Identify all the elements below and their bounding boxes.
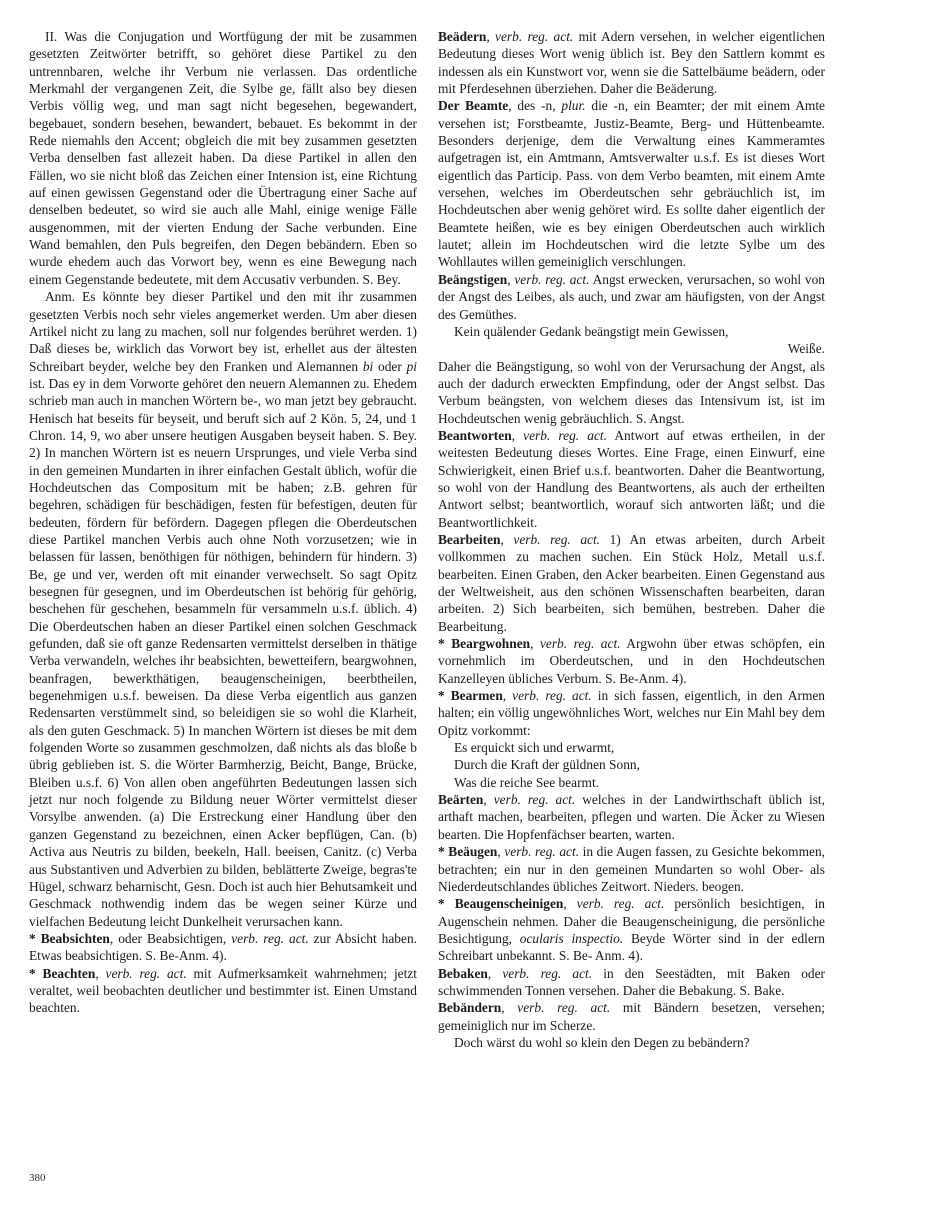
paragraph-annotation: Anm. Es könnte bey dieser Partikel und den mit ihr zusammen gesetzten Verbis noch sehr vieles angemerket werden. Um aber diesen Artikel nicht zu lang zu machen, soll nur folgendes berühret werden. 1) Daß dieses be, wirklich das Vorwort bey ist, erhellet aus der ältesten Schreibart beyder, welche bey den Franken und Alemannen bi oder pi ist. Das ey in dem Vorworte gehöret den neuern Alemannen zu. Ehedem schrieb man auch in manchen Wörtern be-, wo man jetzt bey gebraucht. Henisch hat beseits für beyseit, und beruft sich auf 2 Kön. 5, 24, und 1 Chron. 14, 9, wo aber unsere heutigen Ausgaben beyseit haben. S. Bey. 2) In manchen Wörtern ist es neuern Ursprunges, und viele Verba sind in den gemeinen Mundarten in ihrer einfachen Gestalt üblich, wofür die Hochdeutschen das Compositum mit be haben; z.B. gehren für begehren, schädigen für beschädigen, festen für befestigen, deuten für bedeuten, fördern für befördern. Dagegen pflegen die Oberdeutschen diese Partikel manchen Verbis auch ohne Noth vorzusetzen; wie in belassen für lassen, benöthigen für nöthigen, behindern für hindern. 3) Be, ge und ver, werden oft mit einander verwechselt. So sagt Opitz besegnen für gesegnen, und im Oberdeutschen ist behörig für gehörig, beschehen für geschehen, besammeln für versammeln u.s.f. üblich. 4) Die Oberdeutschen haben an dieser Partikel einen solchen Geschmack gefunden, daß sie oft ganze Redensarten vermittelst derselben in thätige Verba verwandeln, welches ihr beabsichten, bewetteifern, beargwohnen, beanfragen, bewerkthätigen, beaugenscheinigen, beerbtheilen, begenehmigen u.s.f. beweisen. Da diese Verba eigentlich aus ganzen Redensarten verstümmelt sind, so beleidigen sie so wohl die Klarheit, als den guten Geschmack. 5) In manchen Wörtern ist dieses be mit dem folgenden Worte so zusammen geschmolzen, daß nichts als das bloße b übrig geblieben ist. S. die Wörter Barmherzig, Beicht, Bange, Brücke, Bleiben u.s.f. 6) Von allen oben angeführten Bedeutungen lassen sich jetzt nur noch folgende zu Bildung neuer Wörter vermittelst dieser Vorsylbe anwenden. (a) Die Erstreckung einer Handlung über den ganzen Gegenstand zu bezeichnen, einen Acker bepflügen, Can. (b) Activa aus Neutris zu bilden, beekeln, Hall. beeisen, Canitz. (c) Verba aus Substantiven und Adverbien zu bilden, beblätterte Zweige, begras'te Hügel, schwarz beharnischt, Gesn. Doch ist auch hier Behutsamkeit und Geschmack nothwendig indem das be wegen seiner Kürze und vielfachen Bedeutung leicht Dunkelheit verursachen kann. <box>29 289 417 929</box>
entry-beabsichten: * Beabsichten, oder Beabsichtigen, verb. reg. act. zur Absicht haben. Etwas beabsichtigen. S. Be-Anm. 4). <box>29 930 417 964</box>
lemma: Beädern <box>438 29 487 44</box>
lemma: Beantworten <box>438 427 512 443</box>
entry-beaeugen: * Beäugen, verb. reg. act. in die Augen fassen, zu Gesichte bekommen, betrachten; ein nur in den gemeinen Mundarten so wohl Ober- als Niederdeutschlandes übliches Zeitwort. Nieders. beogen. <box>438 844 825 894</box>
quote-line: Was die reiche See bearmt. <box>454 774 600 790</box>
entry-beaedern: Beädern, verb. reg. act. mit Adern versehen, in welcher eigentlichen Bedeutung dieses Wort wenig üblich ist. Bey den Sattlern kommt es indessen als ein Kunstwort vor, wenn sie die Sattelbäume beädern, oder mit Pferdesehnen überziehen. Daher die Beäderung. <box>438 29 825 97</box>
paragraph-conjugation: II. Was die Conjugation und Wortfügung der mit be zusammen gesetzten Zeitwörter betrifft, so gehöret diese Partikel zu den untrennbaren, welche ihr Verbum nie verlassen. Das ordentliche Merkmahl der vergangenen Zeit, die Sylbe ge, fällt also bey diesen Verbis völlig weg, und man sagt nicht begesehen, begewandert, begebauet, sondern besehen, bewandert, bebauet. Es bekommt in der Rede niemahls den Accent; obgleich die mit bey zusammen gesetzten Verba denselben fast allezeit haben. Da diese Partikel in allen den Fällen, wo sie nicht bloß das Zeichen einer Intension ist, eine Richtung auf einen gewissen Gegenstand oder die Übertragung einer Sache auf denselben bedeutet, so wird sie auch alle Mahl, einige wenige Fälle ausgenommen, mit der vierten Endung der Sache verbunden. Eine Wand bemahlen, den Puls begreifen, den Degen bebändern. Eben so wurde ehedem auch das Vorwort bey, wenn es eine Bewegung nach einem Gegenstande bedeutete, mit dem Accusativ verbunden. S. Bey. <box>29 29 417 287</box>
entry-beamte: Der Beamte, des -n, plur. die -n, ein Beamter; der mit einem Amte versehen ist; Forstbeamte, Justiz-Beamte, Berg- und Hüttenbeamte. Besonders derjenige, dem die Verwaltung eines Kammeramtes aufgetragen ist, ein Amtmann, Amtsverwalter u.s.f. Es ist dieses Wort eigentlich das Particip. Pass. von dem Verbo beamten, mit einem Amte versehen, welches im Oberdeutschen sehr gebräuchlich ist, im Hochdeutschen aber wenig gehöret wird. Es sollte daher eigentlich der Beamtete heißen, wie es bey einigen Oberdeutschen auch wirklich lautet; allein im Hochdeutschen wird die letzte Sylbe um des Wohllautes willen gemeiniglich verschlungen. <box>438 98 825 270</box>
entry-beaugenscheinigen: * Beaugenscheinigen, verb. reg. act. persönlich besichtigen, in Augenschein nehmen. Daher die Beaugenscheinigung, die persönliche Besichtigung, ocularis inspectio. Beyde Wörter sind in der edlern Schreibart unbekannt. S. Be- Anm. 4). <box>438 896 825 964</box>
left-column <box>29 28 417 1017</box>
quote-line: Durch die Kraft der güldnen Sonn, <box>454 757 640 773</box>
lemma: Beängstigen <box>438 271 508 287</box>
lemma: Beaugenscheinigen <box>454 896 564 912</box>
entry-bearbeiten: Bearbeiten, verb. reg. act. 1) An etwas arbeiten, durch Arbeit vollkommen zu machen suchen. Ein Stück Holz, Metall u.s.f. bearbeiten. Einen Graben, den Acker bearbeiten. Einen Gegenstand aus der Weltweisheit, aus den schönen Wissenschaften bearbeiten, daran arbeiten. 2) Sich bearbeiten, sich bemühen, bestreben. Daher die Bearbeitung. <box>438 531 825 634</box>
lemma: Beargwohnen <box>451 636 531 652</box>
entry-bebaken: Bebaken, verb. reg. act. in den Seestädten, mit Baken oder schwimmenden Tonnen versehen. Daher die Bebakung. S. Bake. <box>438 965 825 998</box>
entry-beachten: * Beachten, verb. reg. act. mit Aufmerksamkeit wahrnehmen; jetzt veraltet, weil beobachten deutlicher und bestimmter ist. Einen Umstand beachten. <box>29 965 417 1016</box>
lemma: Bearbeiten <box>438 531 501 547</box>
quote-line: Kein quälender Gedank beängstigt mein Gewissen, <box>454 323 729 339</box>
entry-beantworten: Beantworten, verb. reg. act. Antwort auf etwas ertheilen, in der weitesten Bedeutung dieses Wortes. Eine Frage, einen Einwurf, eine Schwierigkeit, einen Brief u.s.f. beantworten. Daher die Beantwortung, so wohl von der Handlung des Beantwortens, als auch der ertheilten Antwort selbst; beantwortlich, worauf sich antworten läßt; und die Beantwortlichkeit. <box>438 427 825 530</box>
lemma: Beachten <box>42 965 96 981</box>
quote-source: Weiße. <box>787 341 825 357</box>
lemma: Bearmen <box>450 688 503 704</box>
entry-bebaendern: Bebändern, verb. reg. act. mit Bändern besetzen, versehen; gemeiniglich nur im Scherze. <box>438 1000 825 1033</box>
entry-beargwohnen: * Beargwohnen, verb. reg. act. Argwohn über etwas schöpfen, ein vornehmlich im Oberdeutschen, und in den Hochdeutschen Kanzelleyen übliches Verbum. S. Be-Anm. 4). <box>438 636 826 686</box>
lemma: Bebändern <box>438 1000 502 1016</box>
right-column <box>438 28 825 1051</box>
lemma: Beabsichten <box>40 930 110 946</box>
lemma: Der Beamte <box>438 98 509 114</box>
quote-line: Doch wärst du wohl so klein den Degen zu bebändern? <box>454 1034 750 1050</box>
entry-bearmen: * Bearmen, verb. reg. act. in sich fassen, eigentlich, in den Armen halten; ein völlig ungewöhnliches Wort, welches nur Ein Mahl bey dem Opitz vorkommt: <box>438 688 826 738</box>
page-number: 380 <box>29 1172 46 1184</box>
lemma: Beäugen <box>448 844 498 860</box>
lemma: Bebaken <box>438 965 488 981</box>
lemma: Beärten <box>438 792 484 808</box>
entry-continuation: Daher die Beängstigung, so wohl von der Verursachung der Angst, als auch der dadurch erweckten Empfindung, oder der Angst selbst. Das Verbum beängsten, von welchem dieses das Intensivum ist, ist im Hochdeutschen wenig gebräuchlich. S. Angst. <box>438 358 825 426</box>
quote-line: Es erquickt sich und erwarmt, <box>454 740 615 756</box>
entry-beaerten: Beärten, verb. reg. act. welches in der Landwirthschaft üblich ist, arthaft machen, bearbeiten, pflegen und warten. Die Äcker zu Wiesen bearten. Die Hopfenfächser bearten, warten. <box>438 792 825 842</box>
entry-beaengstigen: Beängstigen, verb. reg. act. Angst erwecken, verursachen, so wohl von der Angst des Leibes, als auch, und zwar am häufigsten, von der Angst des Gemüthes. <box>438 271 825 322</box>
